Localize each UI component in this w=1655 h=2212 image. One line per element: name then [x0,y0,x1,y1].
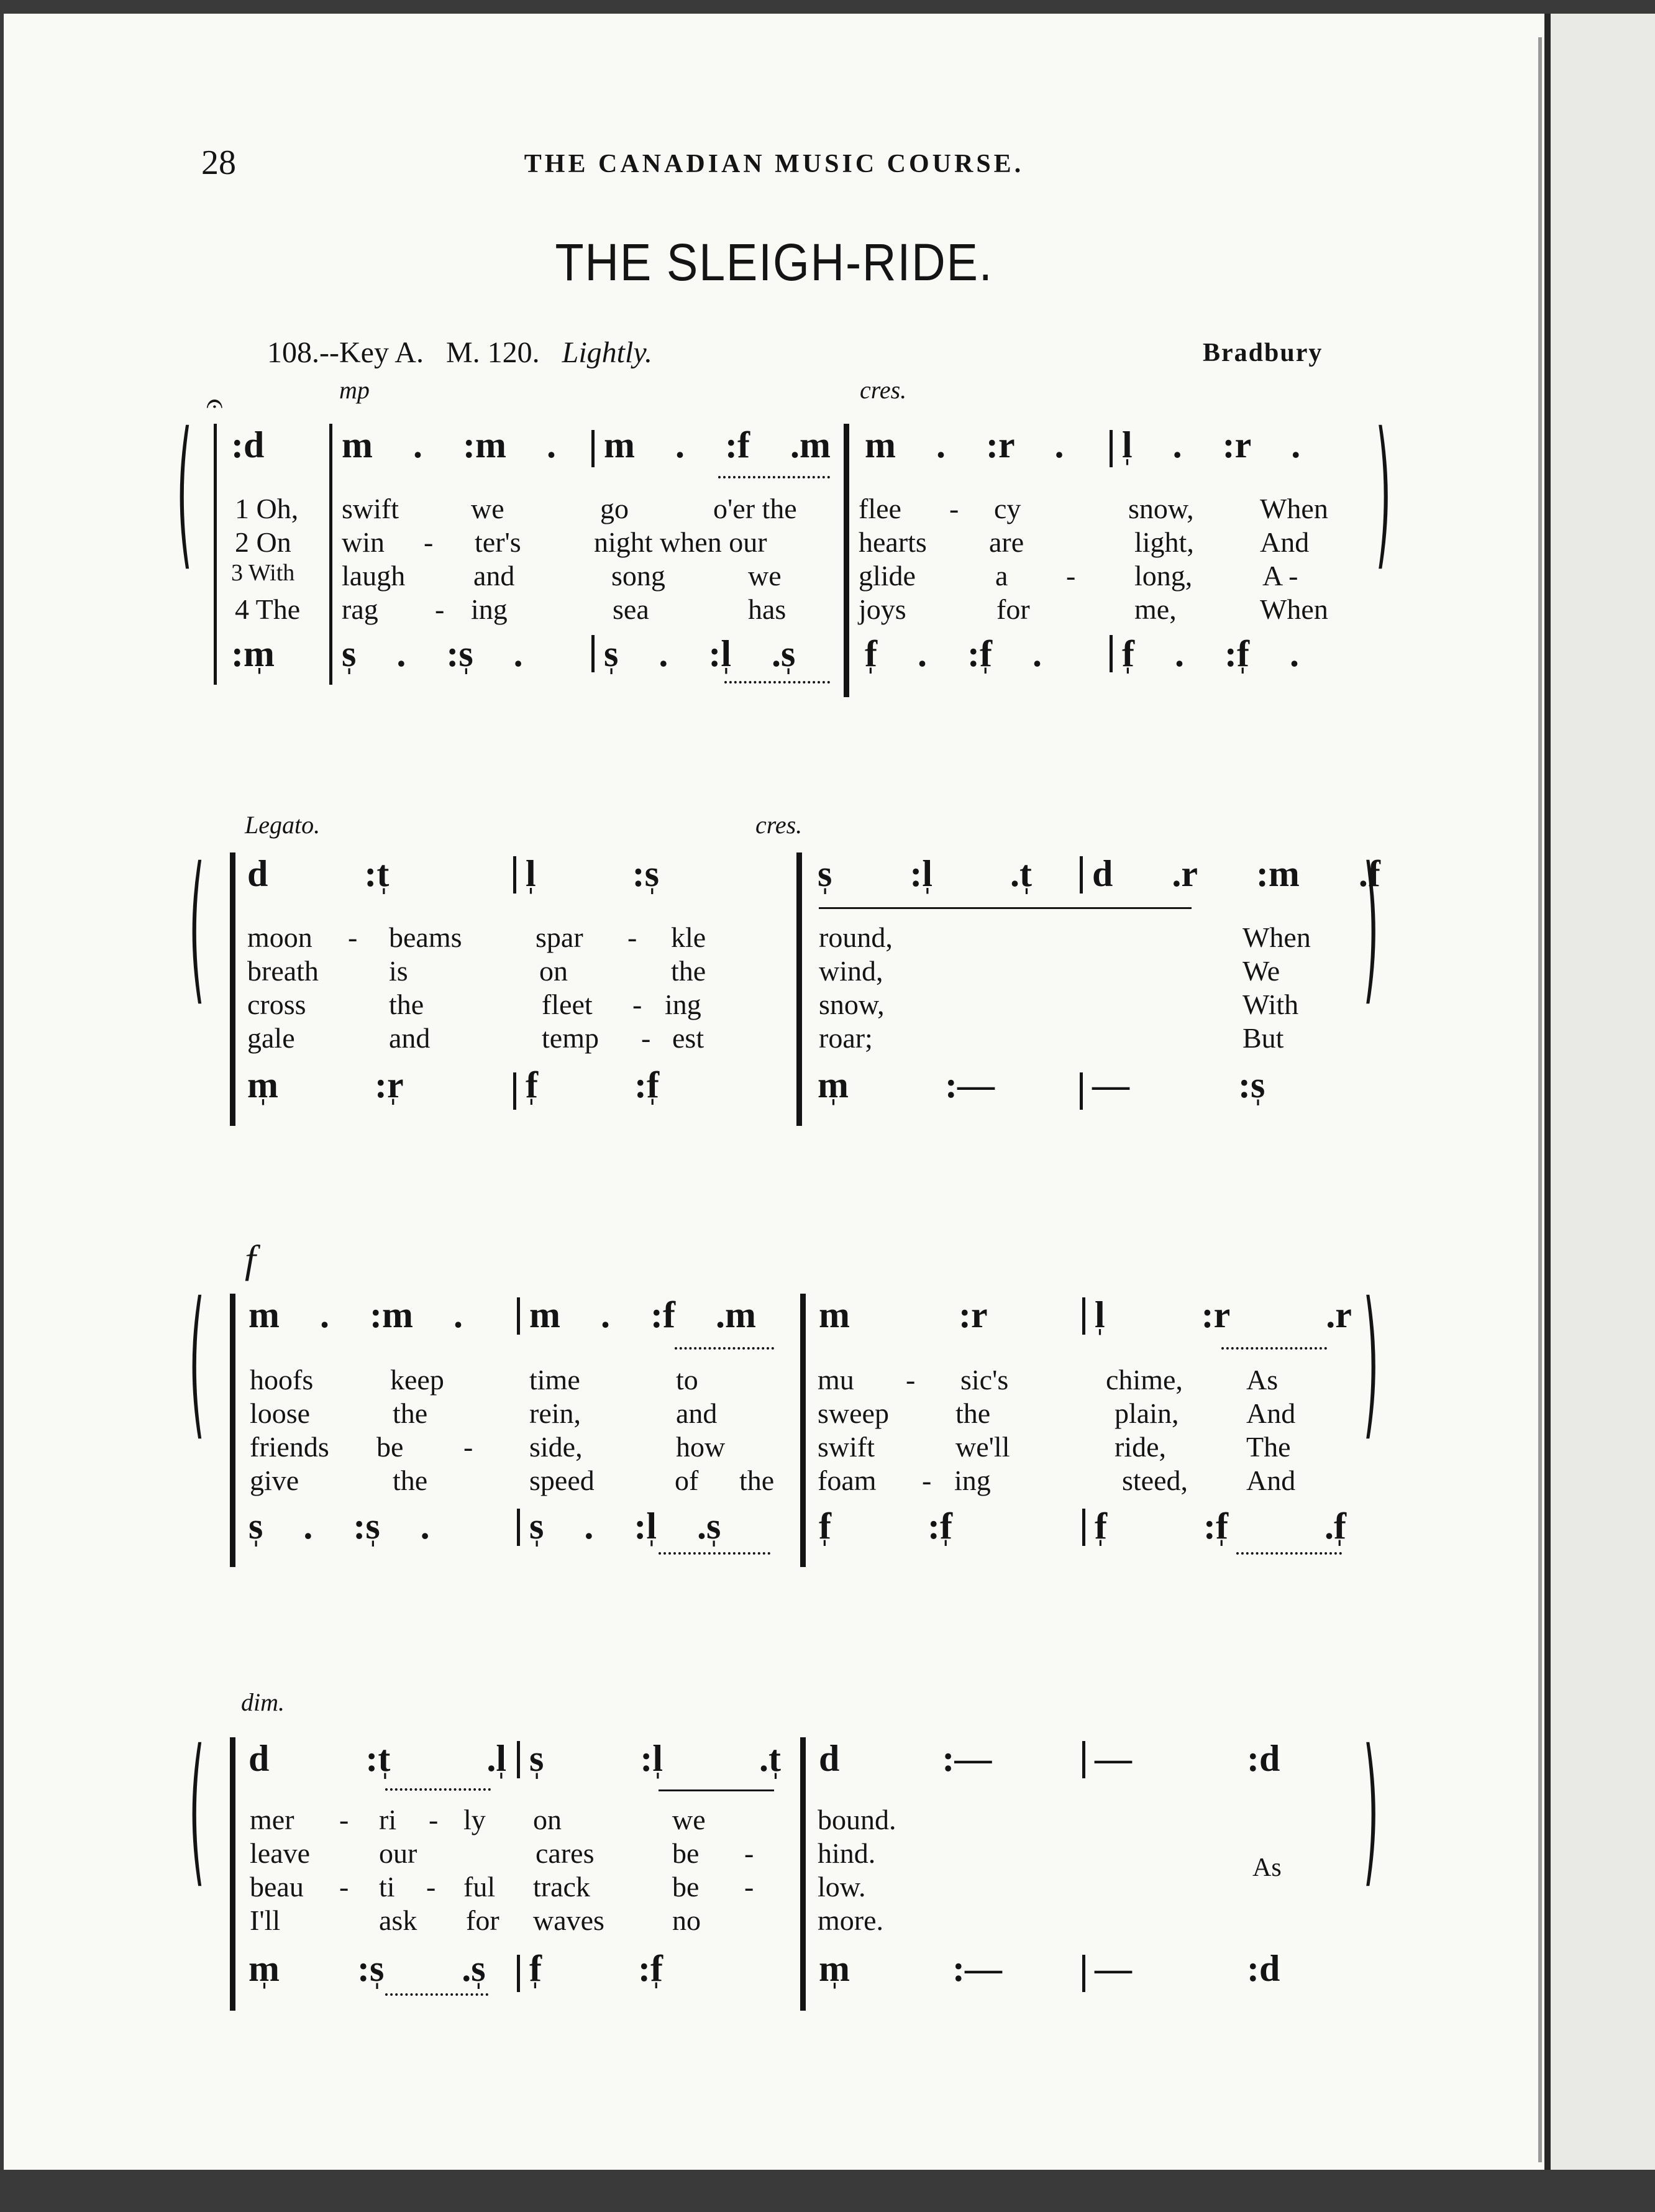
lyric: - [463,1431,473,1463]
book-edge [1544,14,1655,2170]
lyric: win [342,526,385,558]
lyric-pickup: As [1252,1853,1282,1882]
double-bar-line [844,424,849,697]
lyric: round, [819,921,893,953]
bar-line [517,1509,520,1546]
lyric: I'll [250,1904,281,1936]
lyric: A - [1262,560,1298,592]
bar-line [591,635,595,672]
extension-line [819,907,1192,909]
treble-notes: m . :m . [342,424,556,465]
lyric: the [389,989,424,1020]
bass-notes: s̩ . :l̩ .s̩ [604,633,796,674]
double-bar-line [796,852,802,1126]
dynamic-cres: cres. [755,811,803,839]
lyric: ful [463,1871,496,1903]
lyric: give [250,1465,299,1496]
right-brace-icon: ) [1363,833,1379,1021]
lyric: we [471,493,504,524]
bar-line [517,1297,520,1335]
lyric: friends [250,1431,329,1463]
lyric: When [1260,593,1328,625]
lyric: how [676,1431,726,1463]
lyric: and [676,1397,718,1429]
dynamic-legato: Legato. [245,811,321,839]
running-head: THE CANADIAN MUSIC COURSE. [524,150,1024,178]
lyric: low. [818,1871,866,1903]
lyric: cares [536,1837,595,1869]
lyric: light, [1134,526,1194,558]
lyric: - [339,1871,349,1903]
lyric: hearts [859,526,927,558]
treble-notes: s̩ :l̩ .t̩ [818,853,1032,894]
lyric: no [672,1904,701,1936]
lyric: breath [247,955,319,987]
lyric: be [672,1837,700,1869]
lyric: The [1246,1431,1291,1463]
lyric: 3 With [231,560,295,586]
bass-notes: s̩ . :s̩ . [248,1506,430,1547]
bar-line [329,424,332,685]
lyric: fleet [542,989,593,1020]
bass-notes: :m̩ [231,633,275,674]
bar-line [214,424,217,685]
left-brace-icon: ( [189,1268,205,1456]
lyric: swift [342,493,399,524]
bass-notes: f̩ :f̩ .f̩ [1095,1506,1346,1547]
lyric: With [1242,989,1299,1020]
right-brace-icon: ) [1363,1716,1379,1903]
lyric: glide [859,560,916,592]
lyric: mu [818,1364,854,1396]
song-heading [267,336,652,370]
lyric: bound. [818,1804,896,1835]
bar-line [517,1955,520,1992]
lyric: has [748,593,786,625]
lyric: on [539,955,568,987]
lyric: - [339,1804,349,1835]
lyric: - [922,1465,932,1496]
lyric: for [466,1904,499,1936]
dotted-tie [1236,1552,1342,1555]
lyric: - [627,921,637,953]
lyric: sea [613,593,649,625]
lyric: cy [994,493,1021,524]
lyric: and [389,1022,431,1054]
lyric: be [672,1871,700,1903]
treble-notes: m . :f .m [529,1294,756,1335]
lyric: is [389,955,408,987]
lyric: more. [818,1904,884,1936]
lyric: go [600,493,629,524]
lyric: a [995,560,1008,592]
lyric: snow, [819,989,885,1020]
right-brace-icon: ) [1363,1268,1379,1456]
bar-line [1080,1072,1083,1110]
lyric: be [376,1431,404,1463]
bar-line [1082,1955,1085,1992]
bar-line [513,856,516,893]
dotted-tie [385,1993,488,1996]
left-brace-icon: ( [176,398,193,586]
bar-line [1080,856,1083,893]
bass-notes: f̩ :f̩ [526,1064,659,1105]
lyric: long, [1134,560,1193,592]
lyric: ti [379,1871,395,1903]
lyric: est [672,1022,704,1054]
double-bar-line [800,1294,806,1567]
treble-notes: l̩ :r .r [1095,1294,1352,1335]
lyric: side, [529,1431,583,1463]
treble-notes: :d [231,424,265,465]
book-page [4,14,1544,2170]
metronome-mark: M. 120. [445,336,540,369]
lyric: time [529,1364,580,1396]
lyric: leave [250,1837,311,1869]
song-number-key: 108.--Key A. [267,336,424,369]
lyric: 1 Oh, [235,493,299,524]
lyric: hind. [818,1837,876,1869]
dotted-tie [1221,1347,1327,1350]
lyric: on [533,1804,562,1835]
lyric: we [672,1804,706,1835]
lyric: of [675,1465,699,1496]
lyric: the [955,1397,991,1429]
lyric: sic's [960,1364,1009,1396]
lyric: track [533,1871,590,1903]
dotted-tie [659,1552,770,1555]
extension-line [659,1789,774,1791]
lyric: ing [471,593,508,625]
treble-notes: m . :m . [248,1294,463,1335]
dotted-tie [718,476,830,478]
lyric: keep [390,1364,444,1396]
dynamic-dim: dim. [241,1688,285,1716]
bar-line [591,430,595,467]
treble-notes: l̩ :s̩ [526,853,659,894]
lyric: - [348,921,358,953]
lyric: - [632,989,642,1020]
treble-notes: d .r :m .f [1092,853,1380,894]
bass-notes: s̩ . :l̩ .s̩ [529,1506,721,1547]
song-title: THE SLEIGH-RIDE. [555,233,993,291]
bar-line [1110,635,1113,672]
fermata-icon: 𝄐 [206,387,223,420]
lyric: As [1246,1364,1279,1396]
lyric: rein, [529,1397,581,1429]
bass-notes: s̩ . :s̩ . [342,633,523,674]
lyric: the [393,1397,428,1429]
bass-notes: f̩ . :f̩ . [865,633,1042,674]
dotted-tie [385,1788,491,1791]
lyric: When [1260,493,1328,524]
lyric: o'er the [713,493,797,524]
page-number: 28 [201,144,236,182]
lyric: ride, [1115,1431,1167,1463]
lyric: snow, [1128,493,1194,524]
lyric: - [426,1871,436,1903]
lyric: speed [529,1465,595,1496]
lyric: - [744,1871,754,1903]
lyric: And [1246,1397,1296,1429]
treble-notes: d :t̩ .l̩ [248,1738,506,1779]
lyric: me, [1134,593,1177,625]
dynamic-forte: f [245,1237,256,1281]
lyric: flee [859,493,901,524]
lyric: - [429,1804,439,1835]
lyric: beau [250,1871,304,1903]
lyric: mer [250,1804,294,1835]
lyric: waves [533,1904,604,1936]
lyric: beams [389,921,462,953]
bass-notes: m̩ :r̩ [247,1064,404,1105]
lyric: moon [247,921,312,953]
lyric: - [641,1022,651,1054]
lyric: the [393,1465,428,1496]
lyric: - [744,1837,754,1869]
lyric: sweep [818,1397,889,1429]
double-bar-line [230,1294,235,1567]
lyric: ing [665,989,701,1020]
lyric: song [611,560,665,592]
lyric: foam [818,1465,877,1496]
left-brace-icon: ( [189,1716,205,1903]
lyric: We [1242,955,1280,987]
bar-line [513,1072,516,1110]
lyric: - [949,493,959,524]
lyric: kle [671,921,706,953]
bass-notes: f̩ :f̩ [529,1948,663,1989]
lyric: chime, [1106,1364,1183,1396]
double-bar-line [230,852,235,1126]
lyric: 2 On [235,526,291,558]
bass-notes: f̩ :f̩ [819,1506,952,1547]
lyric: gale [247,1022,295,1054]
lyric: And [1246,1465,1296,1496]
lyric: wind, [819,955,883,987]
lyric: we'll [955,1431,1010,1463]
lyric: joys [859,593,906,625]
treble-notes: m :r [819,1294,988,1335]
lyric: are [989,526,1024,558]
treble-notes: — :d [1095,1738,1280,1779]
bass-notes: f̩ . :f̩ . [1122,633,1299,674]
bar-line [1082,1741,1085,1778]
left-brace-icon: ( [189,833,205,1021]
lyric: and [473,560,515,592]
lyric: hoofs [250,1364,314,1396]
bar-line [517,1741,520,1778]
bar-line [1082,1509,1085,1546]
dynamic-mp: mp [339,376,370,404]
bass-notes: — :s̩ [1092,1064,1265,1105]
treble-notes: m . :f .m [604,424,831,465]
tempo-mark: Lightly. [562,336,652,369]
treble-notes: l̩ . :r . [1122,424,1301,465]
lyric: night when our [594,526,767,558]
double-bar-line [800,1737,806,2011]
bar-line [1082,1297,1085,1335]
lyric: cross [247,989,306,1020]
dotted-tie [675,1347,774,1350]
lyric: temp [542,1022,599,1054]
lyric: loose [250,1397,311,1429]
lyric: swift [818,1431,875,1463]
dynamic-cres: cres. [860,376,907,404]
page-gutter [1538,37,1542,2162]
bar-line [1110,430,1113,467]
lyric: laugh [342,560,406,592]
lyric: steed, [1122,1465,1188,1496]
lyric: 4 The [235,593,301,625]
bass-notes: m̩ :s̩ .s̩ [248,1948,486,1989]
lyric: the [671,955,706,987]
lyric: the [739,1465,775,1496]
lyric: roar; [819,1022,873,1054]
lyric: ter's [475,526,521,558]
lyric: ask [379,1904,417,1936]
bass-notes: m̩ :— [818,1064,995,1105]
lyric: - [1066,560,1076,592]
lyric: - [906,1364,916,1396]
lyric: ri [379,1804,397,1835]
treble-notes: d :— [819,1738,992,1779]
lyric: plain, [1115,1397,1179,1429]
treble-notes: s̩ :l̩ .t̩ [529,1738,781,1779]
lyric: And [1260,526,1310,558]
lyric: our [379,1837,417,1869]
treble-notes: m . :r . [865,424,1064,465]
right-brace-icon: ) [1375,398,1392,586]
lyric: we [748,560,782,592]
bass-notes: m̩ :— [819,1948,1002,1989]
lyric: for [996,593,1030,625]
lyric: - [435,593,445,625]
dotted-tie [724,681,830,683]
double-bar-line [230,1737,235,2011]
lyric: ly [463,1804,486,1835]
lyric: - [424,526,434,558]
bass-notes: — :d [1095,1948,1280,1989]
lyric: ing [954,1465,991,1496]
lyric: But [1242,1022,1284,1054]
lyric: rag [342,593,378,625]
composer-name: Bradbury [1203,339,1323,367]
lyric: When [1242,921,1311,953]
lyric: to [676,1364,698,1396]
treble-notes: d :t̩ [247,853,390,894]
lyric: spar [536,921,583,953]
